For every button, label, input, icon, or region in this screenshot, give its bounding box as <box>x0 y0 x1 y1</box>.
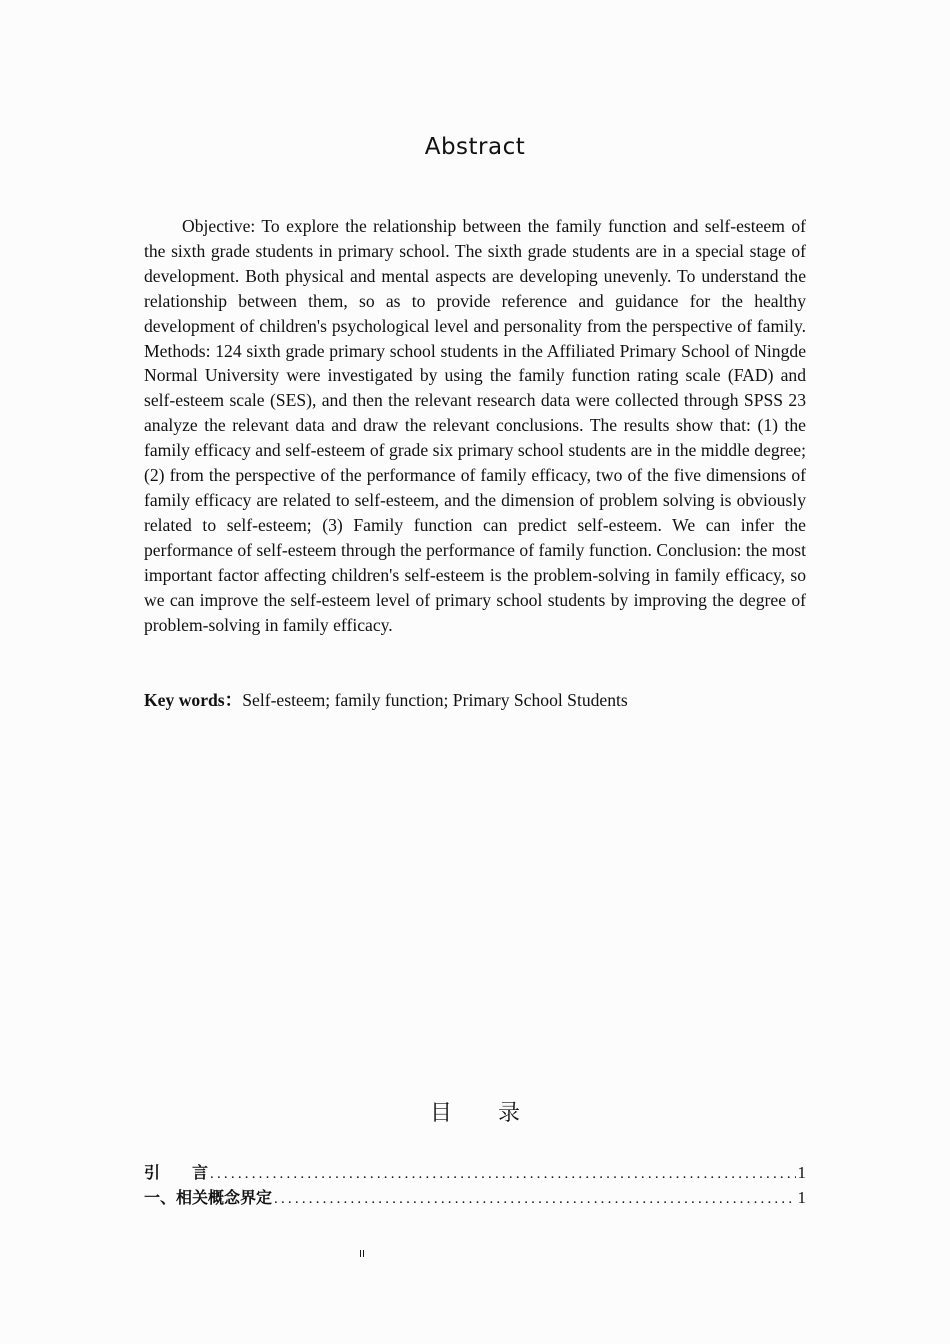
abstract-body: Objective: To explore the relationship between the family function and self-esteem of the sixth grade students in primary school. The sixth grade students are in a special stage of development. Both physical and mental aspects are developing unevenly. To understand the relationship between them, so as to provide reference and guidance for the healthy development of children's psychological level and personality from the perspective of family. Methods: 124 sixth grade primary school students in the Affiliated Primary School of Ningde Normal University were investigated by using the family function rating scale (FAD) and self-esteem scale (SES), and then the relevant research data were collected through SPSS 23 analyze the relevant data and draw the relevant conclusions. The results show that: (1) the family efficacy and self-esteem of grade six primary school students are in the middle degree; (2) from the perspective of the performance of family efficacy, two of the five dimensions of family efficacy are related to self-esteem, and the dimension of problem solving is obviously related to self-esteem; (3) Family function can predict self-esteem. We can infer the performance of self-esteem through the performance of family function. Conclusion: the most important factor affecting children's self-esteem is the problem-solving in family efficacy, so we can improve the self-esteem level of primary school students by improving the degree of problem-solving in family efficacy. <box>144 216 806 635</box>
toc-leader-dots <box>274 1191 795 1208</box>
toc-entry-page: 1 <box>797 1163 806 1182</box>
toc-title <box>0 1096 950 1127</box>
abstract-title: Abstract <box>424 134 526 160</box>
toc-entry-page: 1 <box>797 1188 806 1207</box>
toc-title-right: 录 <box>498 1101 521 1126</box>
toc-entry-label: 一、相关概念界定 <box>144 1188 273 1207</box>
toc-entry-label: 引 言 <box>144 1163 209 1182</box>
table-of-contents <box>144 1160 806 1210</box>
toc-entry[interactable] <box>144 1185 806 1210</box>
keywords-line <box>144 688 806 713</box>
keywords-label: Key words： <box>144 690 243 710</box>
toc-entry[interactable] <box>144 1160 806 1185</box>
toc-title-left: 目 <box>429 1101 452 1126</box>
keywords-value: Self-esteem; family function; Primary School Students <box>242 690 628 710</box>
toc-leader-dots <box>210 1166 795 1183</box>
page-number: II <box>359 1249 365 1260</box>
